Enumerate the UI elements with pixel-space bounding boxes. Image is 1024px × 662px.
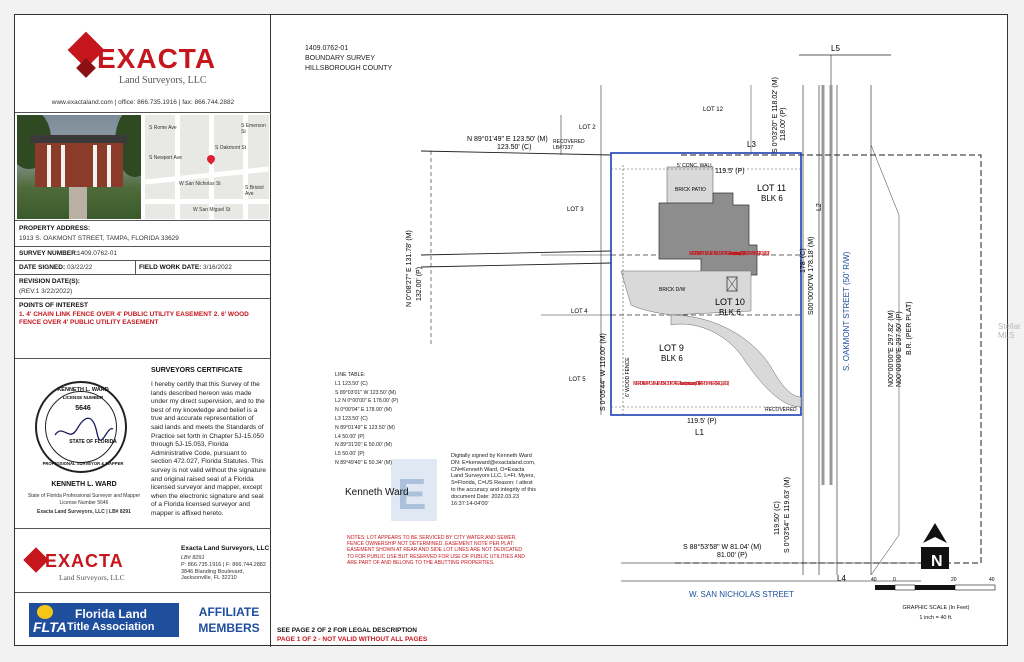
- lot-width-bottom: 119.5' (P): [687, 418, 717, 425]
- flta-star-icon: [37, 605, 53, 619]
- svg-text:E: E: [397, 470, 427, 519]
- map-street-label: S Oakmont St: [215, 145, 247, 151]
- lot9-blk: BLK 6: [661, 354, 683, 363]
- north-letter: N: [931, 553, 943, 570]
- lot10-label: LOT 10: [715, 297, 745, 307]
- company-subtitle: Land Surveyors, LLC: [119, 75, 207, 86]
- surveyor-seal-icon: [35, 381, 127, 473]
- line-table-row: N 89°31'20" E 50.00' (M): [335, 442, 392, 449]
- lot9-label: LOT 9: [659, 343, 684, 353]
- map-street-label: S Newport Ave: [149, 155, 182, 161]
- north-bearing-c: 123.50' (C): [497, 144, 532, 151]
- wood-fence-label: 6' WOOD FENCE: [625, 357, 631, 397]
- lot-width-top: 119.5' (P): [715, 168, 745, 175]
- footer-legal-name: Exacta Land Surveyors, LLC: [181, 545, 270, 552]
- survey-sheet: [14, 14, 1008, 646]
- north-bearing-m: N 89°01'49" E 123.50' (M): [467, 136, 548, 143]
- affiliate-label: AFFILIATE: [198, 605, 260, 619]
- l3-label: L3: [747, 140, 756, 149]
- map-street-label: W San Miguel St: [193, 207, 231, 213]
- footer-company-name: EXACTA: [45, 551, 124, 571]
- west-line: [421, 251, 611, 255]
- interior-note-1: INTERIOR IMPROVEMENTS NOT UPDATED 4 based on previous survey 2014 (PER OWNERS REQUEST): [689, 251, 770, 257]
- east-north-m: S 0°03'20" E 118.02' (M): [772, 77, 779, 153]
- row-width: B.R. (PER PLAT): [906, 301, 913, 355]
- footer-phone: P: 866.735.1916 | F: 866.744.2882: [181, 562, 266, 568]
- house-footprint: [659, 193, 757, 275]
- location-map: [145, 115, 269, 219]
- poi-label: POINTS OF INTEREST: [19, 302, 88, 309]
- lb-label: LB#7337: [553, 145, 574, 151]
- line-table-row: L3 123.50' (C): [335, 415, 368, 422]
- signer-license: License Number 5646: [59, 500, 109, 506]
- oakmont-street: [803, 85, 871, 575]
- signer-title: State of Florida Professional Surveyor and Mapper: [27, 493, 141, 499]
- house-photo: [17, 115, 141, 219]
- address-label: PROPERTY ADDRESS:: [19, 225, 91, 232]
- flta-line1: Florida Land: [75, 607, 147, 621]
- revision-label: REVISION DATE(S):: [19, 278, 80, 285]
- seal-name: KENNETH L. WARD: [57, 387, 109, 393]
- east-south-p: 119.50' (C): [774, 501, 781, 535]
- lot4-label: LOT 4: [571, 309, 588, 315]
- l2-label: L2: [816, 203, 823, 211]
- footer-address: 3846 Blanding Boulevard, Jacksonville, FL 32210: [181, 569, 244, 581]
- page-validity-note: PAGE 1 OF 2 - NOT VALID WITHOUT ALL PAGES: [277, 636, 428, 643]
- lot2-label: LOT 2: [579, 125, 596, 131]
- recovered-label: RECOVERED: [553, 139, 585, 145]
- street-san-nicholas-label: W. SAN NICHOLAS STREET: [689, 590, 794, 599]
- south-bearing-m: S 88°53'58" W 81.04' (M): [683, 544, 762, 551]
- field-work-label: FIELD WORK DATE:: [139, 264, 202, 271]
- seal-state: STATE OF FLORIDA: [69, 439, 117, 445]
- lot3-label: LOT 3: [567, 207, 584, 213]
- line-table-row: L1 123.50' (C): [335, 380, 368, 387]
- west-line: [421, 263, 611, 267]
- lot10-blk: BLK 6: [719, 308, 741, 317]
- line-table-row: L2 N 0°00'00" E 178.00' (P): [335, 398, 399, 405]
- south-bearing-p: 81.00' (P): [717, 552, 748, 559]
- digital-signature-name: Kenneth Ward: [345, 487, 409, 498]
- property-address-field: [15, 221, 271, 247]
- lot5-label: LOT 5: [569, 377, 586, 383]
- west-bearing-m: N 0°08'27" E 131.78' (M): [406, 230, 413, 307]
- mls-watermark: Stellar MLS: [998, 322, 1021, 340]
- street-east-p: 178' (C): [800, 248, 807, 273]
- north-line: [421, 151, 611, 155]
- company-contact: www.exactaland.com | office: 866.735.1916 | fax: 866.744.2882: [51, 99, 235, 106]
- lot-depth-m: S 0°05'44" W 110.00' (M): [600, 333, 607, 411]
- seal-ring: PROFESSIONAL SURVEYOR & MAPPER: [42, 461, 124, 466]
- line-table-row: S 89°03'01" W 123.50' (M): [335, 389, 396, 396]
- scale-tick: 40: [989, 577, 995, 583]
- street-east-bearing: S00°00'00"W 178.18' (M): [808, 236, 815, 315]
- survey-drawing: [271, 15, 1009, 647]
- map-street-label: S Bristol Ave: [245, 185, 264, 197]
- map-street-label: S Rome Ave: [149, 125, 177, 131]
- address-value: 1913 S. OAKMONT STREET, TAMPA, FLORIDA 33629: [19, 235, 179, 242]
- map-street-label: W San Nicholas St: [179, 181, 221, 187]
- scale-ratio: 1 inch = 40 ft.: [919, 615, 953, 621]
- dates-row: [15, 261, 271, 275]
- company-footer: [15, 529, 271, 593]
- survey-number-field: [15, 247, 271, 261]
- survey-number-label: SURVEY NUMBER:: [19, 250, 78, 257]
- scale-title: GRAPHIC SCALE (In Feet): [902, 605, 970, 611]
- footer-company-subtitle: Land Surveyors, LLC: [59, 573, 125, 582]
- line-table-row: N 89°01'49" E 123.50' (M): [335, 424, 395, 431]
- brick-patio-label: BRICK PATIO: [675, 187, 706, 193]
- revision-field: [15, 275, 271, 299]
- l5-label: L5: [831, 44, 840, 53]
- signer-company: Exacta Land Surveyors, LLC | LB# 8291: [37, 509, 131, 515]
- footer-lb: LB# 8291: [181, 555, 205, 561]
- line-table-row: N 0°00'04" E 178.00' (M): [335, 407, 392, 414]
- line-table-row: L4 50.00' (P): [335, 433, 365, 440]
- interior-note-2: INTERIOR IMPROVEMENTS NOT UPDATED 4 based on previous survey 2014 (PER OWNERS REQUEST): [633, 381, 730, 387]
- east-south-m: S 0°03'54" E 119.63' (M): [784, 477, 791, 553]
- scale-tick: 0: [893, 577, 896, 583]
- seal-license: LICENSE NUMBER: [62, 395, 104, 400]
- l4-label: L4: [837, 574, 846, 583]
- brick-dw-label: BRICK D/W: [659, 287, 686, 293]
- lot12-label: LOT 12: [703, 107, 723, 113]
- poi-value: 1. 4' CHAIN LINK FENCE OVER 4' PUBLIC UTILITY EASEMENT 2. 6' WOOD FENCE OVER 4' PUBLIC UTILITY EASEMENT: [19, 311, 249, 326]
- drawing-survey-type: BOUNDARY SURVEY: [305, 55, 376, 62]
- scale-tick: 20: [951, 577, 957, 583]
- revision-value: (REV.1 3/22/2022): [19, 288, 73, 295]
- flta-affiliate: [15, 593, 271, 647]
- graphic-scale: [875, 585, 995, 590]
- drawing-county: HILLSBOROUGH COUNTY: [305, 65, 393, 72]
- driveway-curve: [671, 315, 801, 407]
- company-header: [15, 15, 271, 113]
- map-street-label: S Emerson St: [241, 123, 266, 135]
- l1-label: L1: [695, 428, 704, 437]
- line-table-row: N 89°49'40" E 50.34' (M): [335, 459, 392, 466]
- date-signed-label: DATE SIGNED:: [19, 264, 66, 271]
- seal-number: 5646: [75, 405, 91, 412]
- east-north-p: 118.00' (P): [780, 107, 787, 141]
- surveyor-certificate: [15, 359, 271, 529]
- property-photos: [15, 113, 271, 221]
- signer-name: KENNETH L. WARD: [51, 481, 117, 488]
- digital-signature-details: Digitally signed by Kenneth Ward DN: E=kenward@exactaland.com, CN=Kenneth Ward, O=Exacta Land Surveyors LLC, L=Ft. Myers, S=Florida, C=US Reason: I attest to the accuracy and integrity of this document Date: 2022.03.23 16:37:14-04'00': [451, 453, 536, 507]
- line-table-row: L5 50.00' (P): [335, 451, 365, 458]
- survey-notes: NOTES: LOT APPEARS TO BE SERVICED BY CITY WATER AND SEWER. FENCE OWNERSHIP NOT DETERMINED. EASEMENT NOTE PER PLAT: EASEMENT SHOWN AT REAR AND SIDE LOT LINES ARE NOT DEDICATED TO FOR PUBLIC USE BUT RESERVED FOR USE OF PUBLIC UTILITIES AND ARE PART OF AND BELONG TO THE ABUTTING PROPERTIES.: [347, 535, 525, 566]
- lot11-blk: BLK 6: [761, 194, 783, 203]
- certificate-heading: SURVEYORS CERTIFICATE: [151, 367, 243, 374]
- row-bearing-m: N00°00'00"E 297.82' (M): [888, 310, 895, 387]
- flta-line2: Title Association: [67, 621, 155, 633]
- title-block: [15, 15, 271, 647]
- row-bearing-p: N00°00'00"E 297.50' (P): [896, 311, 903, 387]
- company-name: EXACTA: [97, 43, 217, 74]
- legal-description-note: SEE PAGE 2 OF 2 FOR LEGAL DESCRIPTION: [277, 627, 417, 634]
- date-signed-value: 03/22/22: [67, 264, 93, 271]
- scale-tick: 40: [871, 577, 877, 583]
- certificate-body: I hereby certify that this Survey of the lands described hereon was made under my direct supervision, and to the best of my knowledge and belief is a true and accurate representation of said lands and meets the Standards of Practice set forth in Chapter 5J-15.050 through 5J-15.053, Florida Administrative Code, pursuant to section 472.027, Florida Statutes. This survey is not valid without the signature and original raised seal of a Florida licensed surveyor and mapper, except when the electronic signature and seal of a Florida licensed surveyor and mapper is affixed hereto.: [151, 381, 267, 517]
- signature-icon: [37, 383, 129, 475]
- points-of-interest: [15, 299, 271, 359]
- field-work-value: 3/16/2022: [203, 264, 232, 271]
- street-oakmont-label: S. OAKMONT STREET (50' R/W): [842, 251, 851, 371]
- flta-short: FLTA: [33, 619, 67, 635]
- lot11-label: LOT 11: [757, 183, 787, 193]
- flta-logo: [29, 603, 179, 637]
- west-bearing-c: 132.00' (P): [416, 266, 423, 301]
- drawing-job-number: 1409.0762-01: [305, 45, 349, 52]
- recovered-label: RECOVERED: [765, 407, 797, 413]
- members-label: MEMBERS: [198, 621, 260, 635]
- conc-wall-label: 5' CONC. WALL: [677, 163, 714, 169]
- location-pin-icon: [205, 153, 216, 164]
- line-table-title: LINE TABLE:: [335, 372, 366, 378]
- survey-number-value: 1409.0762-01: [77, 250, 118, 257]
- line-table: [335, 371, 398, 468]
